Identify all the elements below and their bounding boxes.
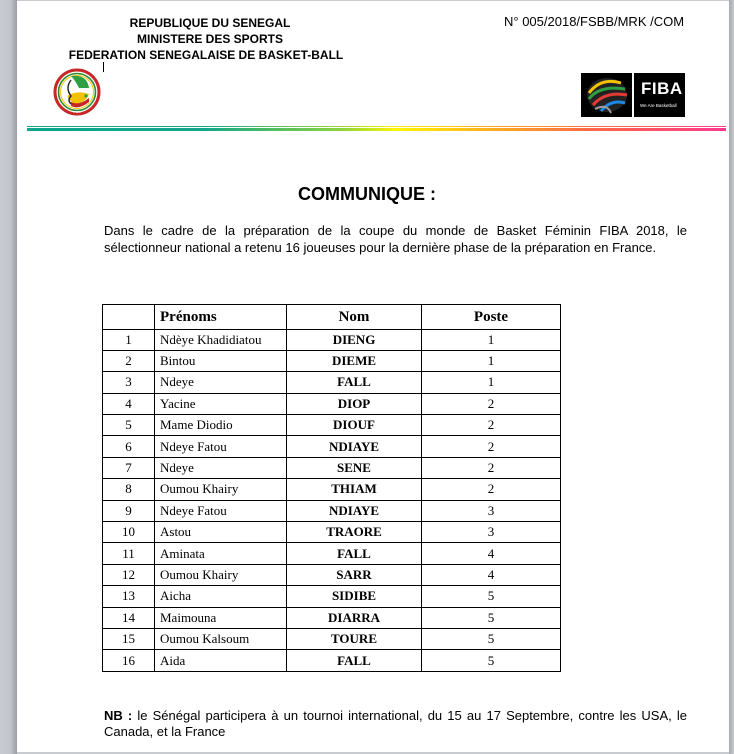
fiba-wordmark — [634, 73, 685, 117]
cell-nom: FALL — [287, 543, 422, 564]
table-row — [103, 586, 561, 607]
table-row — [103, 522, 561, 543]
cell-prenom: Oumou Kalsoum — [155, 628, 287, 649]
cell-number: 7 — [103, 457, 155, 478]
column-header-poste: Poste — [422, 305, 561, 330]
letterhead-line-3: FEDERATION SENEGALAISE DE BASKET-BALL — [68, 48, 344, 62]
table-row — [103, 457, 561, 478]
fiba-logo — [581, 73, 685, 117]
cell-prenom: Ndeye — [155, 457, 287, 478]
cell-poste: 5 — [422, 650, 561, 671]
cell-number: 3 — [103, 372, 155, 393]
cell-poste: 2 — [422, 457, 561, 478]
letterhead — [70, 15, 350, 63]
table-row — [103, 479, 561, 500]
note-paragraph — [104, 708, 687, 740]
cell-prenom: Ndèye Khadidiatou — [155, 329, 287, 350]
cell-number: 14 — [103, 607, 155, 628]
letterhead-line-1: REPUBLIQUE DU SENEGAL — [129, 16, 291, 30]
cell-poste: 5 — [422, 586, 561, 607]
cell-number: 8 — [103, 479, 155, 500]
header-divider-thin — [27, 126, 726, 127]
cell-number: 5 — [103, 415, 155, 436]
table-row — [103, 393, 561, 414]
cell-prenom: Oumou Khairy — [155, 564, 287, 585]
table-row — [103, 650, 561, 671]
cell-nom: DIOUF — [287, 415, 422, 436]
cell-poste: 1 — [422, 372, 561, 393]
column-header-nom: Nom — [287, 305, 422, 330]
cell-poste: 4 — [422, 564, 561, 585]
table-row — [103, 564, 561, 585]
intro-paragraph: Dans le cadre de la préparation de la coupe du monde de Basket Féminin FIBA 2018, le sélectionneur national a retenu 16 joueuses pour la dernière phase de la préparation en France. — [104, 223, 687, 255]
cell-prenom: Aicha — [155, 586, 287, 607]
table-row — [103, 628, 561, 649]
cell-number: 13 — [103, 586, 155, 607]
table-row — [103, 350, 561, 371]
cell-prenom: Aida — [155, 650, 287, 671]
cell-number: 9 — [103, 500, 155, 521]
reference-number: N° 005/2018/FSBB/MRK /COM — [504, 14, 685, 29]
cell-prenom: Astou — [155, 522, 287, 543]
fiba-tagline: We Are Basketball — [640, 103, 677, 108]
note-text: le Sénégal participera à un tournoi international, du 15 au 17 Septembre, contre les USA, le Canada, et la France — [104, 708, 688, 739]
table-row — [103, 372, 561, 393]
cell-nom: SIDIBE — [287, 586, 422, 607]
column-header-number — [103, 305, 155, 330]
cell-nom: DIEME — [287, 350, 422, 371]
table-row — [103, 329, 561, 350]
table-header-row — [103, 305, 561, 330]
cell-prenom: Aminata — [155, 543, 287, 564]
cell-prenom: Ndeye — [155, 372, 287, 393]
table-row — [103, 436, 561, 457]
cell-number: 11 — [103, 543, 155, 564]
cell-nom: DIENG — [287, 329, 422, 350]
cell-poste: 3 — [422, 500, 561, 521]
cell-number: 15 — [103, 628, 155, 649]
fssb-logo-text: FSBB — [73, 110, 81, 114]
cell-nom: NDIAYE — [287, 500, 422, 521]
cell-poste: 5 — [422, 628, 561, 649]
cell-poste: 1 — [422, 350, 561, 371]
cell-number: 10 — [103, 522, 155, 543]
cell-nom: SARR — [287, 564, 422, 585]
left-gutter — [0, 0, 17, 754]
cell-poste: 5 — [422, 607, 561, 628]
letterhead-line-2: MINISTERE DES SPORTS — [136, 32, 284, 46]
cell-nom: DIOP — [287, 393, 422, 414]
cell-poste: 2 — [422, 436, 561, 457]
players-table — [102, 304, 561, 672]
cell-nom: THIAM — [287, 479, 422, 500]
cell-poste: 2 — [422, 393, 561, 414]
note-label: NB : — [104, 708, 133, 723]
table-row — [103, 543, 561, 564]
table-row — [103, 415, 561, 436]
cell-nom: FALL — [287, 372, 422, 393]
cell-prenom: Ndeye Fatou — [155, 500, 287, 521]
cell-prenom: Mame Diodio — [155, 415, 287, 436]
cell-prenom: Maimouna — [155, 607, 287, 628]
cell-prenom: Yacine — [155, 393, 287, 414]
cell-nom: TOURE — [287, 628, 422, 649]
cell-number: 12 — [103, 564, 155, 585]
cell-prenom: Bintou — [155, 350, 287, 371]
table-row — [103, 500, 561, 521]
header-divider-thick — [27, 128, 726, 131]
cell-nom: SENE — [287, 457, 422, 478]
fiba-ball-icon — [581, 73, 632, 117]
vertical-scrollbar[interactable] — [729, 0, 734, 754]
cell-poste: 2 — [422, 479, 561, 500]
column-header-prenoms: Prénoms — [155, 305, 287, 330]
cell-number: 6 — [103, 436, 155, 457]
document-title: COMMUNIQUE : — [298, 184, 436, 204]
cell-prenom: Oumou Khairy — [155, 479, 287, 500]
cell-poste: 2 — [422, 415, 561, 436]
cell-number: 16 — [103, 650, 155, 671]
cell-number: 4 — [103, 393, 155, 414]
cell-prenom: Ndeye Fatou — [155, 436, 287, 457]
cell-poste: 1 — [422, 329, 561, 350]
cell-poste: 3 — [422, 522, 561, 543]
cell-number: 2 — [103, 350, 155, 371]
cell-nom: TRAORE — [287, 522, 422, 543]
cell-nom: FALL — [287, 650, 422, 671]
fssb-logo-icon — [49, 66, 105, 116]
fiba-name: FIBA — [641, 79, 683, 98]
cell-nom: NDIAYE — [287, 436, 422, 457]
cell-number: 1 — [103, 329, 155, 350]
table-row — [103, 607, 561, 628]
cell-poste: 4 — [422, 543, 561, 564]
cell-nom: DIARRA — [287, 607, 422, 628]
